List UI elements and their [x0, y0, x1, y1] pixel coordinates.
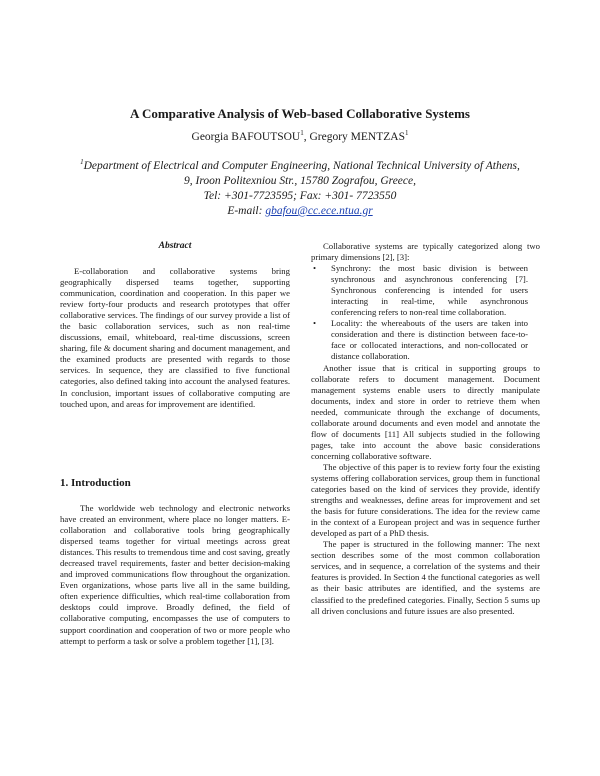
author-separator: , — [303, 130, 310, 143]
abstract-heading: Abstract — [158, 241, 192, 251]
body-paragraph: The objective of this paper is to review forty four the existing systems offering collaboration services, group them in functional categories based on the kind of services they provide, identify strengths and weaknesses, define areas for improvement and set the basis for future considerations. The idea for the review came in the context of a European project and was in sequence further developed as part of a PhD thesis. — [311, 461, 540, 539]
paper-title: A Comparative Analysis of Web-based Collaborative Systems — [130, 106, 470, 121]
right-column — [311, 241, 540, 617]
author-name: Gregory MENTZAS — [309, 130, 405, 143]
affiliation-phone: Tel: +301-7723595; Fax: +301- 7723550 — [203, 189, 397, 202]
abstract-body: E-collaboration and collaborative systems bring geographically dispersed teams together, supporting communication, coordination and cooperation. In this paper we review forty-four products and research prototypes that offer collaborative services. The findings of our survey provide a list of the basic collaboration services, such as non real-time discussions, email, whiteboard, real-time discussions, screen sharing, file & document sharing and document management, and the examined products are presented with regards to those services. In sequence, they are classified to five functional categories, also defined taking into account the analysed features. In conclusion, important issues of collaborative computing are touched upon, and areas for improvement are identified. — [60, 266, 290, 409]
author-affiliation-mark: 1 — [300, 129, 304, 137]
affiliation-mark: 1 — [80, 158, 84, 166]
list-item: • Locality: the whereabouts of the users are taken into consideration and there is distinction between face-to-face or collocated interactions, and non-collocated or distance collaboration. — [311, 318, 540, 362]
author-name: Georgia BAFOUTSOU — [191, 130, 301, 143]
list-item: • Synchrony: the most basic division is between synchronous and asynchronous conferencing [7]. Synchronous conferencing is intended for users interacting in real-time, while asynchronous conferencing refers to non-real time collaboration. — [311, 263, 540, 318]
body-paragraph: Collaborative systems are typically categorized along two primary dimensions [2], [3]: — [311, 241, 540, 263]
introduction-body: The worldwide web technology and electronic networks have created an environment, where place no longer matters. E-collaboration and collaborative tools bring geographically dispersed teams together for virtual meetings across great distances. This results to tremendous time and cost saving, greatly decreased travel requirements, faster and better decision-making and improved communications flow throughout the organization. Even organizations, whose parts live all in the same building, often experience difficulties, which real-time collaboration from desktops could improve. Broadly defined, the field of collaborative computing, encompasses the use of computers to support coordination and cooperation of two or more people who attempt to perform a task or solve a problem together [1], [3]. — [60, 503, 290, 646]
email-link[interactable]: gbafou@cc.ece.ntua.gr — [265, 204, 373, 217]
author-affiliation-mark: 1 — [404, 129, 409, 137]
affiliation-address: 9, Iroon Politexniou Str., 15780 Zografou, Greece, — [184, 174, 416, 187]
affiliation-email-line — [60, 204, 540, 219]
dimension-list — [311, 263, 540, 362]
affiliation-text: Department of Electrical and Computer Engineering, National Technical University of Athens, — [83, 159, 520, 172]
body-paragraph: The paper is structured in the following manner: The next section describes some of the most common collaboration services, and in sequence, a correlation of the systems and their features is provided. In Section 4 the functional categories as well as their basic attributes are identified, and the systems are classified to the predefined categories. Finally, Section 5 sums up all driven conclusions and future issues are also presented. — [311, 539, 540, 616]
affiliation-line — [60, 155, 540, 174]
body-paragraph: Another issue that is critical in supporting groups to collaborate refers to document management. Document management systems enable users to directly manipulate documents, index and store in order to retrieve them when needed, communicate through the exchange of documents, collaborate around documents and even model and annotate the flow of documents [11] All subjects studied in the following pages, take into account the above basic considerations concerning collaborative software. — [311, 362, 540, 461]
affiliation-block — [60, 155, 540, 219]
author-line — [0, 129, 600, 143]
introduction-heading: 1. Introduction — [60, 477, 131, 489]
email-label: E-mail: — [227, 204, 266, 217]
